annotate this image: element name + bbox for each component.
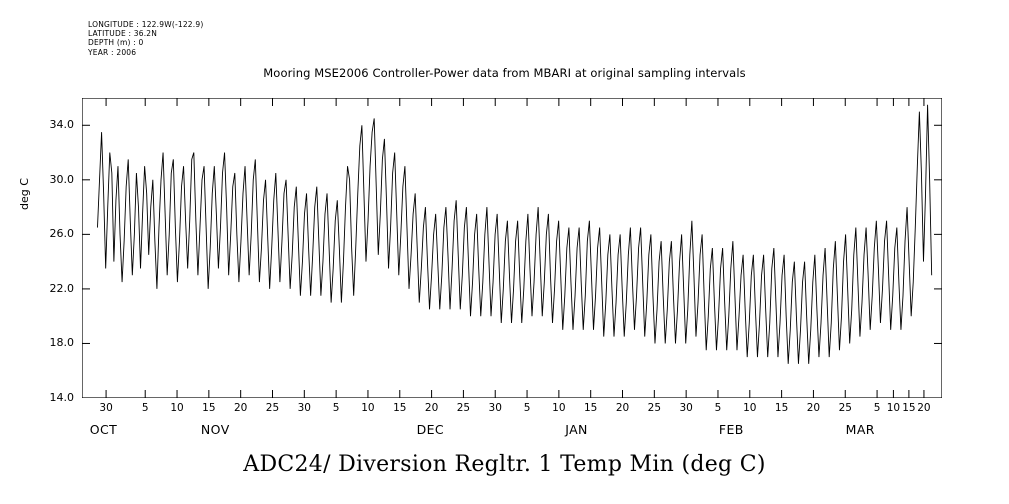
metadata-latitude: LATITUDE : 36.2N xyxy=(88,29,158,39)
x-tick-label: 10 xyxy=(743,402,757,414)
x-tick-label: 30 xyxy=(679,402,693,414)
x-tick-label: 30 xyxy=(488,402,502,414)
x-tick-label: 5 xyxy=(523,402,531,414)
y-tick-label: 18.0 xyxy=(49,336,74,350)
y-tick-label: 14.0 xyxy=(49,391,74,404)
month-label: DEC xyxy=(416,422,445,437)
bottom-title: ADC24/ Diversion Regltr. 1 Temp Min (deg C) xyxy=(243,452,766,477)
x-tick-label: 10 xyxy=(170,402,184,414)
metadata-longitude: LONGITUDE : 122.9W(-122.9) xyxy=(88,20,204,29)
month-label: MAR xyxy=(845,422,875,437)
x-tick-label: 20 xyxy=(615,402,630,414)
x-tick-label: 10 xyxy=(361,402,375,414)
x-tick-label: 5 xyxy=(714,402,722,414)
x-tick-label: 20 xyxy=(233,402,248,414)
month-label: NOV xyxy=(200,422,230,437)
metadata-block xyxy=(88,20,203,57)
x-tick-label: 25 xyxy=(456,402,471,414)
x-tick-label: 10 xyxy=(552,402,566,414)
plot-frame xyxy=(82,98,942,398)
x-tick-label: 25 xyxy=(265,402,280,414)
x-tick-label: 20 xyxy=(424,402,439,414)
x-tick-label: 20 xyxy=(917,402,931,414)
x-tick-label: 30 xyxy=(297,402,311,414)
y-tick-label: 30.0 xyxy=(49,172,74,186)
x-tick-label: 15 xyxy=(202,402,216,414)
metadata-depth: DEPTH (m) : 0 xyxy=(88,38,144,48)
x-tick-label: 10 xyxy=(886,402,901,414)
y-tick-label: 34.0 xyxy=(49,118,74,132)
month-label: FEB xyxy=(718,422,744,437)
x-tick-label: 15 xyxy=(902,402,916,414)
plot-area xyxy=(82,98,942,398)
x-tick-label: 5 xyxy=(332,402,340,414)
month-label: JAN xyxy=(565,422,588,437)
chart-title: Mooring MSE2006 Controller-Power data from MBARI at original sampling intervals xyxy=(263,66,746,80)
x-tick-label: 30 xyxy=(99,402,113,414)
x-tick-label: 20 xyxy=(806,402,821,414)
y-tick-label: 26.0 xyxy=(49,227,74,241)
x-tick-label: 25 xyxy=(838,402,852,414)
x-tick-label: 15 xyxy=(774,402,789,414)
y-axis-label: deg C xyxy=(18,178,31,210)
chart-svg xyxy=(82,98,942,398)
x-tick-label: 25 xyxy=(647,402,662,414)
x-tick-label: 5 xyxy=(873,402,881,414)
x-tick-label: 5 xyxy=(141,402,149,414)
month-label: OCT xyxy=(89,422,118,437)
x-tick-label: 15 xyxy=(584,402,598,414)
metadata-year: YEAR : 2006 xyxy=(88,47,137,57)
y-tick-label: 22.0 xyxy=(49,281,74,295)
x-tick-label: 15 xyxy=(393,402,407,414)
